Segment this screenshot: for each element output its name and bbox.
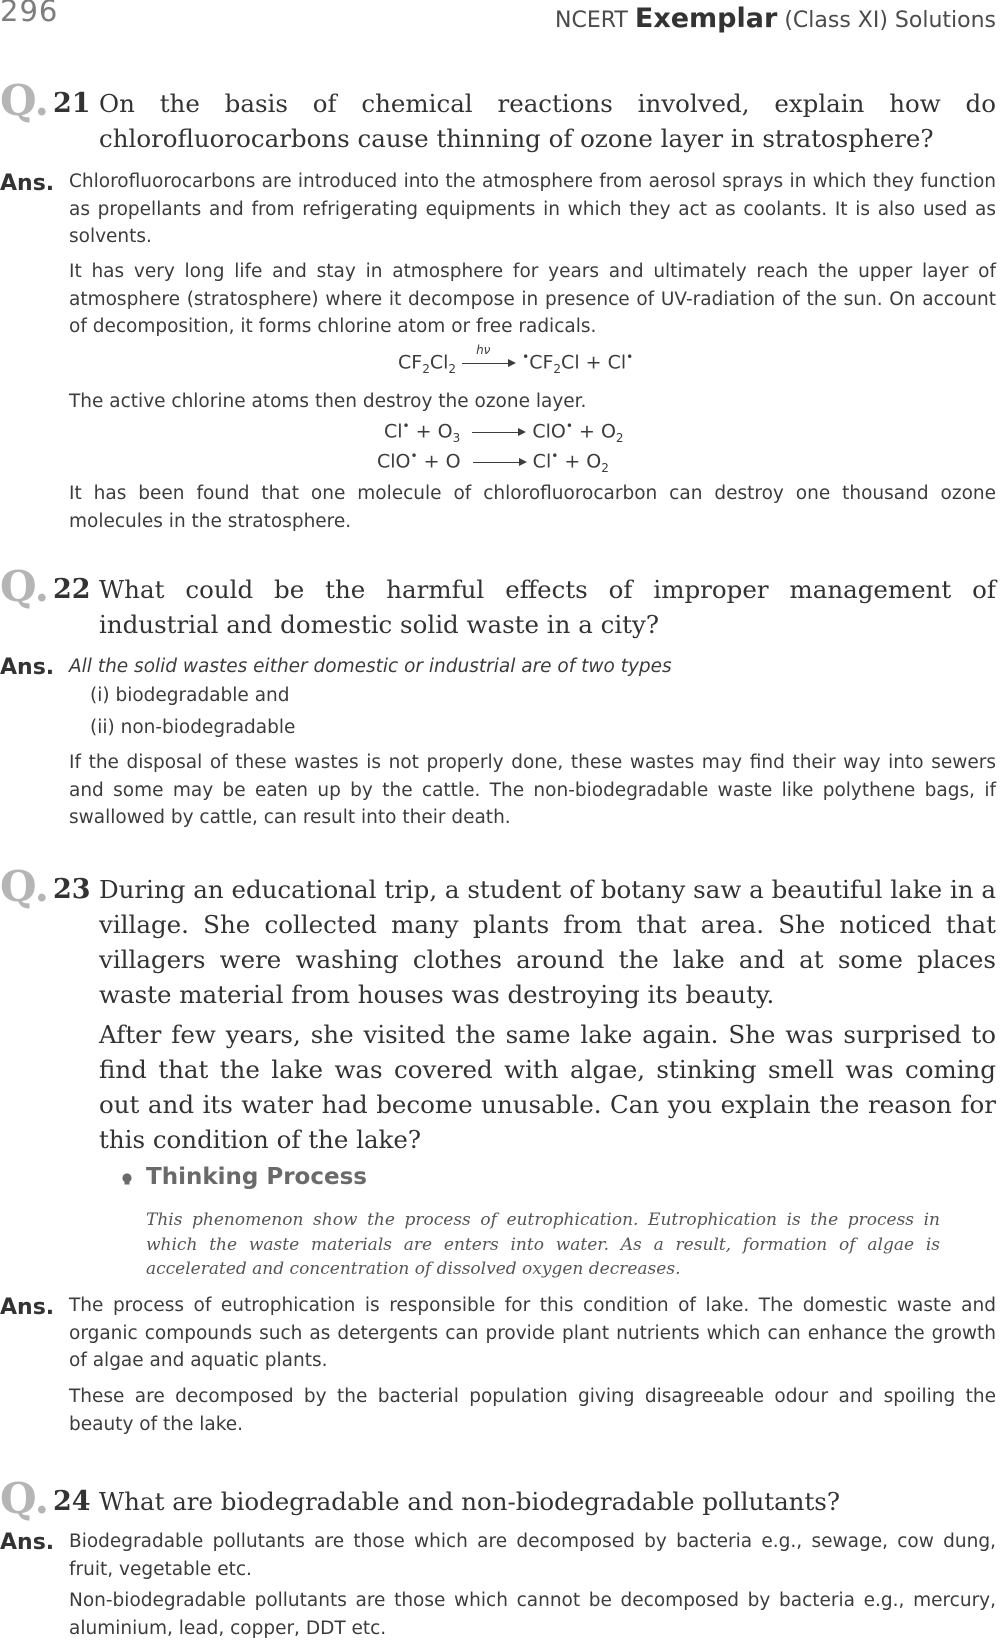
answer-paragraph: The process of eutrophication is responsible for this condition of lake. The domestic waste and organic compounds such as detergents can provide plant nutrients which can enhance the growth of algae and aquatic plants. [69,1295,996,1371]
header-bold: Exemplar [634,3,778,34]
question-number: 21 [53,88,91,119]
answer-paragraph: Non-biodegradable pollutants are those which cannot be decomposed by bacteria e.g., mercury, aluminium, lead, copper, DDT etc. [69,1590,996,1639]
answer-label: Ans. [0,1295,55,1320]
equation-ozone-destruction: $Cl^• + O_3$ $ClO^• + O_2$ [384,419,624,446]
question-text: What are biodegradable and non-biodegradable pollutants? [99,1487,841,1516]
question-text: During an educational trip, a student of botany saw a beautiful lake in a village. She collected many plants from that area. She noticed that villagers were washing clothes around the lake and at some places waste material from houses was destroying its beauty. [99,875,996,1009]
answer-paragraph: It has very long life and stay in atmosphere for years and ultimately reach the upper layer of atmosphere (stratosphere) where it decompose in presence of UV-radiation of the sun. On account of decomposition, it forms chlorine atom or free radicals. [69,261,996,337]
answer-paragraph: Biodegradable pollutants are those which are decomposed by bacteria e.g., sewage, cow dung, fruit, vegetable etc. [69,1531,996,1580]
thinking-process-title: Thinking Process [146,1164,367,1190]
equation-chlorine-regeneration: ClO• + O $Cl^• + O_2$ [377,449,609,476]
answer-paragraph: These are decomposed by the bacterial population giving disagreeable odour and spoiling the beauty of the lake. [69,1386,996,1435]
reaction-arrow [462,342,516,370]
light-condition: hν [476,342,491,357]
page-number: 296 [0,0,59,28]
answer-label: Ans. [0,171,55,196]
answer-label: Ans. [0,1530,55,1555]
answer-paragraph: It has been found that one molecule of chlorofluorocarbon can destroy one thousand ozone molecules in the stratosphere. [69,483,996,532]
question-number: 22 [53,574,91,605]
equation-cfc-decomposition: $CF_2Cl_2$ hν $^•CF_2Cl + Cl^•$ [398,342,634,377]
answer-paragraph: The active chlorine atoms then destroy the ozone layer. [69,391,587,412]
bulb-icon [121,1173,133,1186]
reaction-arrow [473,455,527,469]
question-number: 24 [53,1486,91,1517]
reaction-arrow [472,425,526,439]
running-header [555,3,996,34]
q-mark: Q. [0,562,50,611]
answer-label: Ans. [0,655,55,680]
q-mark: Q. [0,76,50,125]
question-text: What could be the harmful effects of improper management of industrial and domestic solid waste in a city? [99,575,996,639]
question-text: On the basis of chemical reactions involved, explain how do chlorofluorocarbons cause thinning of ozone layer in stratosphere? [99,89,996,153]
answer-paragraph: If the disposal of these wastes is not properly done, these wastes may find their way into sewers and some may be eaten up by the cattle. The non-biodegradable waste like polythene bags, if swallowed by cattle, can result into their death. [69,752,996,828]
list-item: (i) biodegradable and [90,685,290,706]
q-mark: Q. [0,1474,50,1523]
header-suffix: (Class XI) Solutions [784,8,996,33]
question-text: After few years, she visited the same lake again. She was surprised to find that the lake was covered with algae, stinking smell was coming out and its water had become unusable. Can you explain the reason for this condition of the lake? [99,1020,996,1154]
answer-intro: All the solid wastes either domestic or industrial are of two types [69,656,672,677]
list-item: (ii) non-biodegradable [90,717,296,738]
header-prefix: NCERT [555,8,628,33]
answer-paragraph: Chlorofluorocarbons are introduced into the atmosphere from aerosol sprays in which they function as propellants and from refrigerating equipments in which they act as coolants. It is also used as solvents. [69,171,996,247]
question-number: 23 [53,874,91,905]
thinking-process-text: This phenomenon show the process of eutrophication. Eutrophication is the process in which the waste materials are enters into water. As a result, formation of algae is accelerated and concentration of dissolved oxygen decreases. [146,1210,940,1279]
q-mark: Q. [0,862,50,911]
